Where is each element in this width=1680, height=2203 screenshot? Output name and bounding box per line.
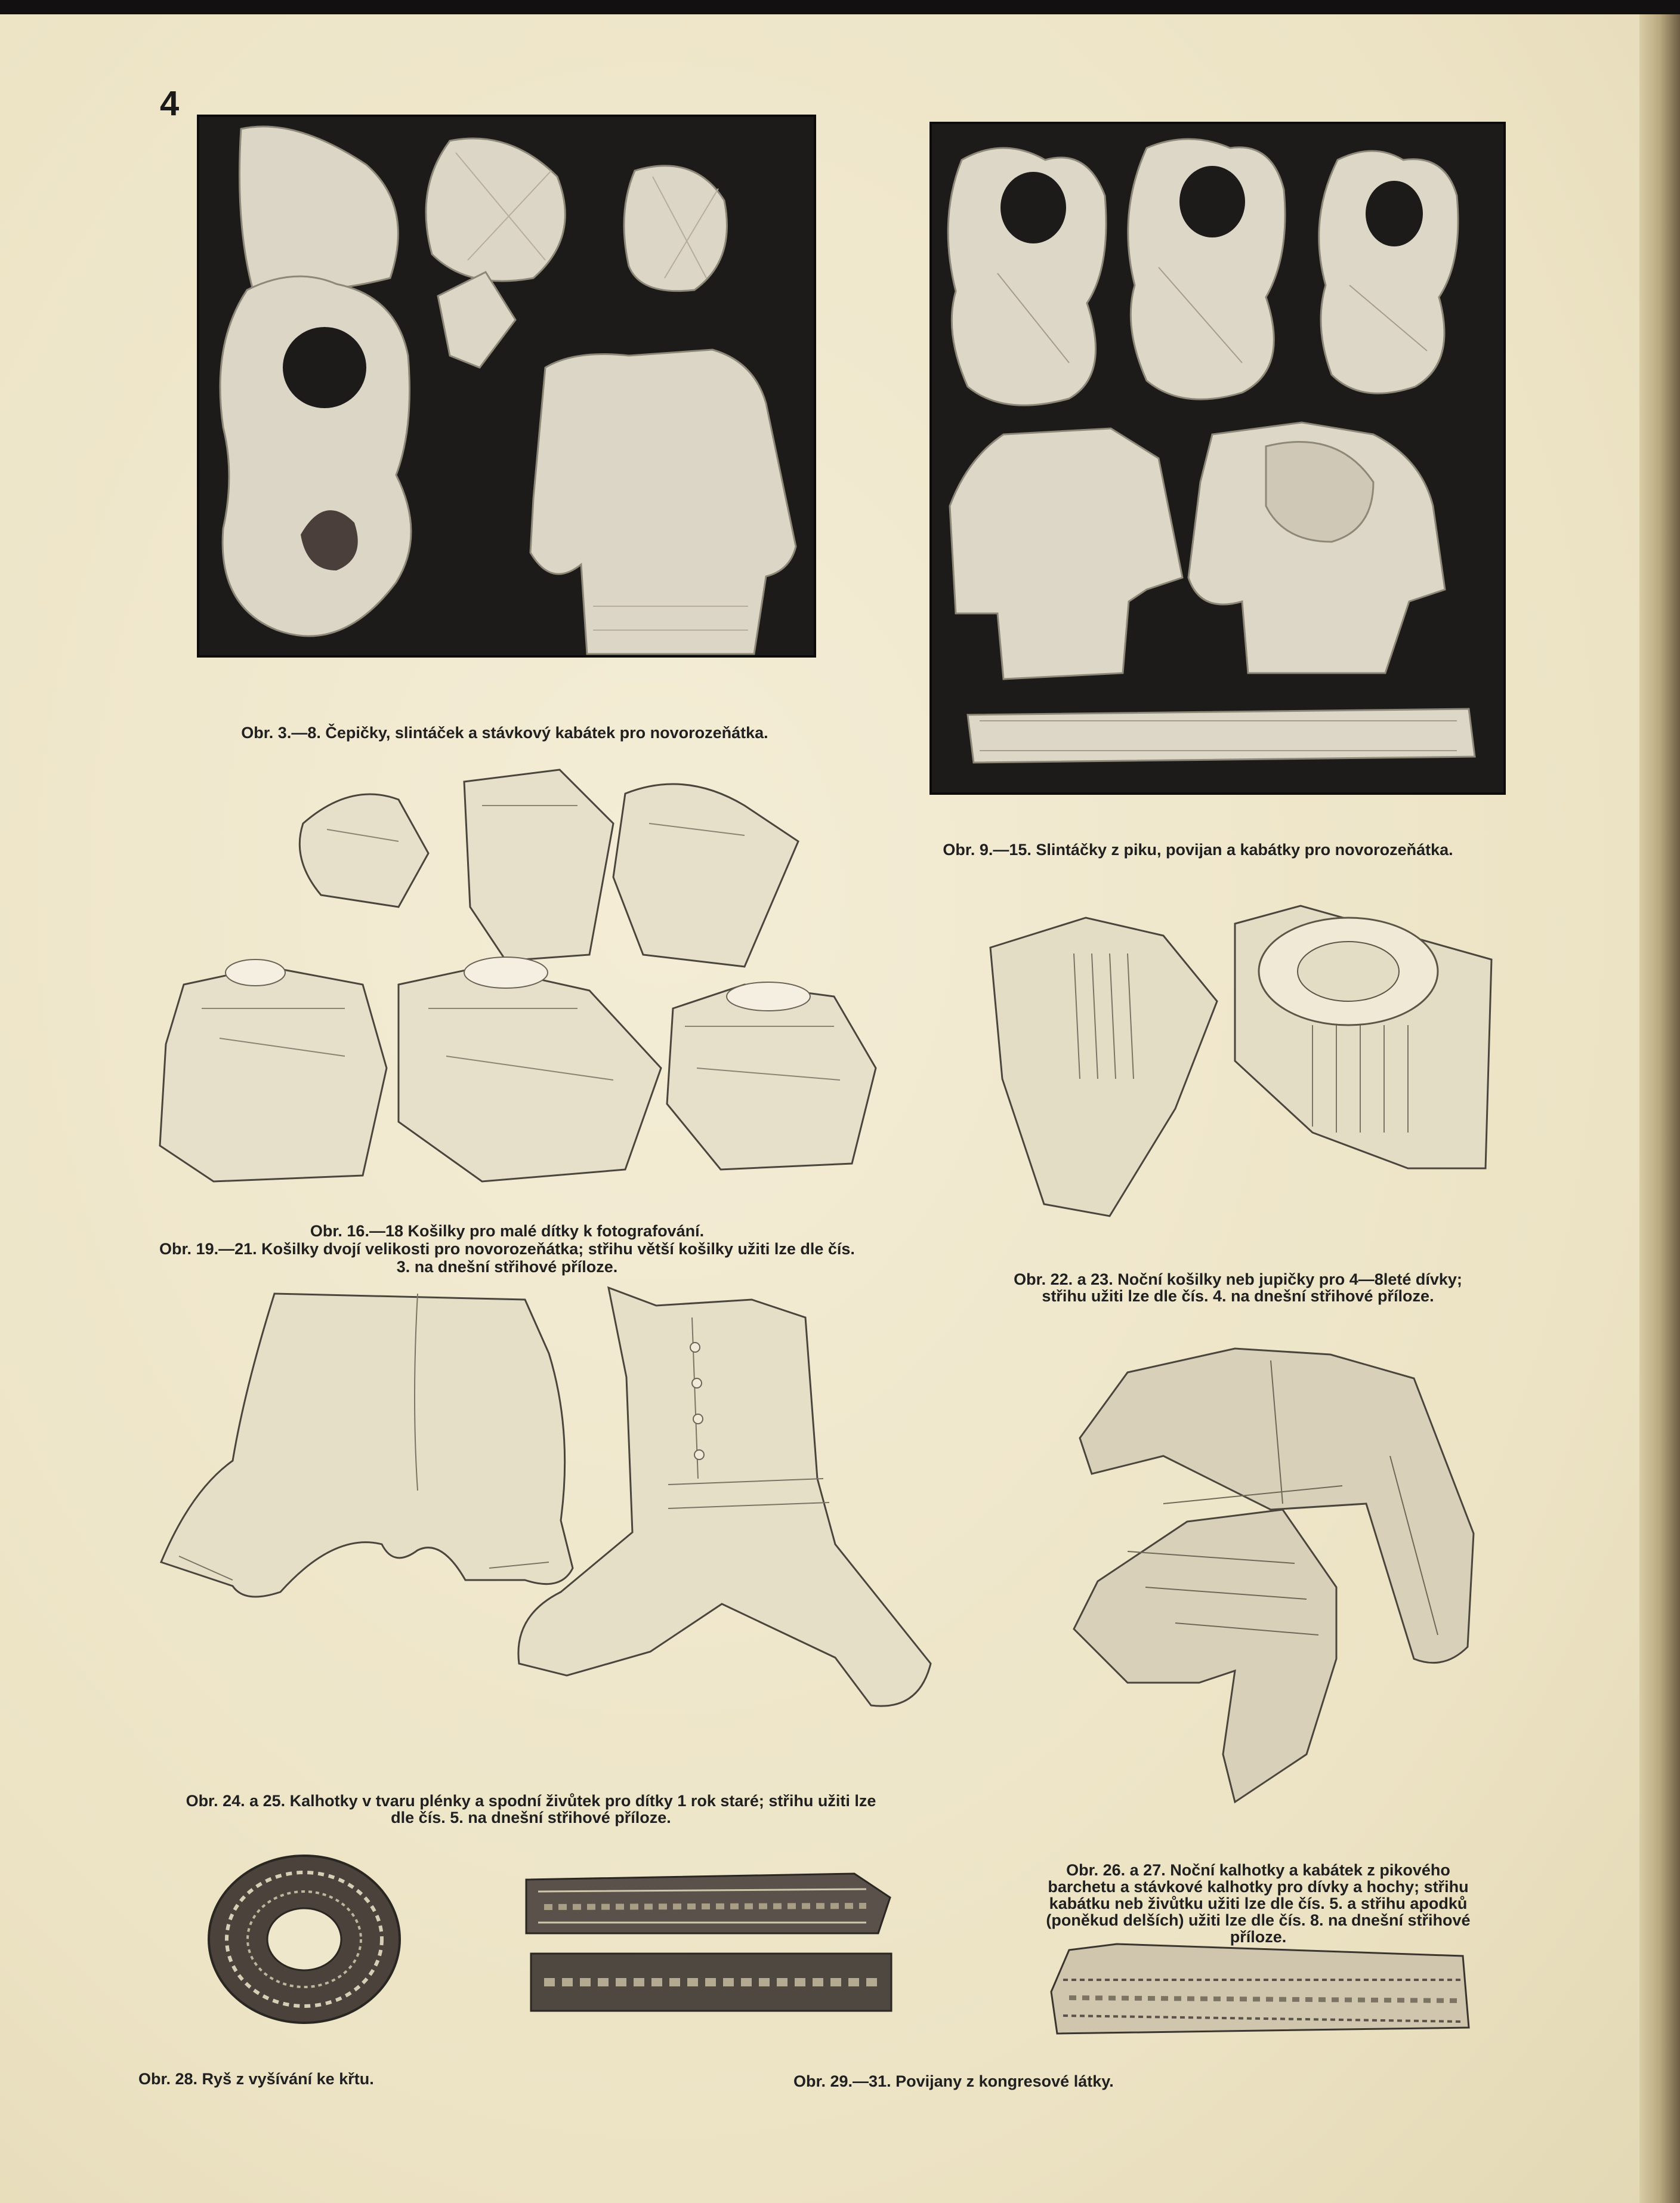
- caption-fig24-25-line2: dle čís. 5. na dnešní střihové příloze.: [391, 1809, 671, 1826]
- caption-fig26-27-line3: kabátku neb živůtku užiti lze dle čís. 5. a střihu apodků: [1049, 1895, 1468, 1912]
- caption-fig16-21-line3: 3. na dnešní střihové příloze.: [396, 1258, 618, 1276]
- caption-fig16-21-line1: Obr. 16.—18 Košilky pro malé dítky k fotografování.: [310, 1222, 705, 1240]
- caption-fig22-23-line1: Obr. 22. a 23. Noční košilky neb jupičky pro 4—8leté dívky;: [1014, 1270, 1462, 1288]
- caption-fig26-27-line4: (poněkud delších) užiti lze dle čís. 8. na dnešní střihové: [1046, 1911, 1471, 1929]
- caption-fig24-25: [131, 1792, 931, 1826]
- illustration-fig28-collar: [203, 1850, 406, 2029]
- caption-fig22-23-line2: střihu užiti lze dle čís. 4. na dnešní střihové příloze.: [1042, 1287, 1434, 1305]
- caption-fig9-15: Obr. 9.—15. Slintáčky z piku, povijan a kabátky pro novorozeňátka.: [943, 841, 1453, 859]
- caption-fig3-8: Obr. 3.—8. Čepičky, slintáček a stávkový kabátek pro novorozeňátka.: [241, 724, 768, 742]
- photo-fig3-8-bonnets-bib-jacket: [197, 115, 816, 658]
- caption-fig26-27: [1029, 1862, 1488, 1945]
- caption-fig28: Obr. 28. Ryš z vyšívání ke křtu.: [138, 2070, 374, 2088]
- page-number: 4: [160, 84, 180, 123]
- book-spine: [1639, 14, 1680, 2203]
- caption-fig26-27-line1: Obr. 26. a 27. Noční kalhotky a kabátek z pikového: [1066, 1861, 1450, 1879]
- caption-fig26-27-line5: příloze.: [1230, 1928, 1287, 1946]
- caption-fig16-21-line2: Obr. 19.—21. Košilky dvojí velikosti pro novorozeňátka; střihu větší košilky užiti lze dle čís.: [159, 1240, 855, 1258]
- caption-fig26-27-line2: barchetu a stávkové kalhotky pro dívky a hochy; střihu: [1048, 1878, 1469, 1896]
- caption-fig22-23: [961, 1271, 1515, 1304]
- caption-fig29-31: Obr. 29.—31. Povijany z kongresové látky.: [793, 2072, 1114, 2090]
- photo-fig9-15-bibs-jackets: [929, 122, 1506, 795]
- illustration-fig29-31-band-2: [526, 1949, 896, 2016]
- illustration-fig29-31-band-1: [520, 1868, 896, 1939]
- caption-fig24-25-line1: Obr. 24. a 25. Kalhotky v tvaru plénky a spodní živůtek pro dítky 1 rok staré; střihu užiti lze: [186, 1792, 876, 1810]
- illustration-fig26-27-pants-jacket: [1056, 1337, 1491, 1814]
- illustration-fig16-21-shirts: [148, 758, 888, 1187]
- illustration-fig22-23-nightshirts: [978, 882, 1503, 1228]
- illustration-fig24-25-pants-bodice: [155, 1282, 937, 1747]
- caption-fig16-21: [119, 1222, 895, 1276]
- illustration-fig29-31-band-3: [1045, 1938, 1475, 2040]
